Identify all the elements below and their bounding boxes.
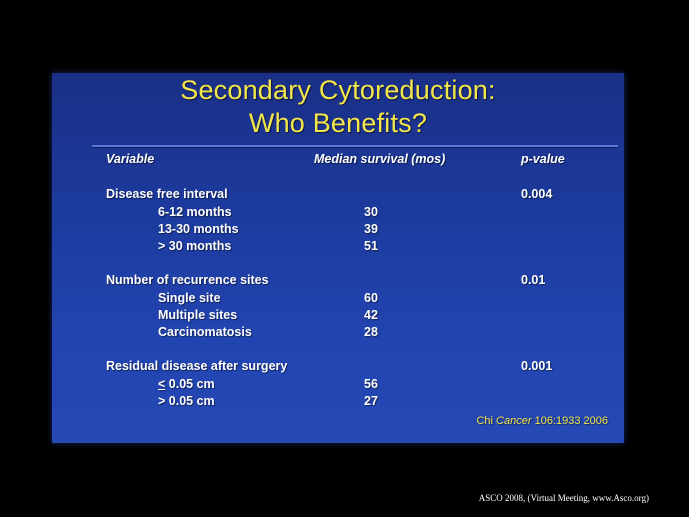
column-header-variable: Variable [106, 152, 155, 166]
group-p-value: 0.01 [521, 273, 546, 287]
citation [476, 415, 608, 427]
row-label-text: 0.05 cm [165, 377, 215, 391]
row-label [158, 376, 215, 392]
group-label-recurrence-sites: Number of recurrence sites [106, 273, 269, 287]
header-divider [92, 145, 618, 147]
row-label: Carcinomatosis [158, 325, 252, 339]
row-label: > 30 months [158, 239, 232, 253]
row-label: Multiple sites [158, 308, 238, 322]
source-footer: ASCO 2008, (Virtual Meeting, www.Asco.org) [478, 493, 649, 503]
row-median-value: 39 [364, 222, 378, 236]
row-label: 13-30 months [158, 222, 239, 236]
row-median-value: 27 [364, 394, 378, 408]
row-label: Single site [158, 291, 221, 305]
row-label: 6-12 months [158, 205, 232, 219]
less-or-equal-symbol: < [158, 377, 166, 391]
group-p-value: 0.001 [521, 359, 553, 373]
row-median-value: 42 [364, 308, 378, 322]
row-label: > 0.05 cm [158, 394, 215, 408]
row-median-value: 28 [364, 325, 378, 339]
group-label-residual-disease: Residual disease after surgery [106, 359, 288, 373]
row-median-value: 30 [364, 205, 378, 219]
citation-author: Chi [476, 415, 493, 427]
column-header-p-value: p-value [521, 152, 565, 166]
column-header-median-survival: Median survival (mos) [314, 152, 446, 166]
row-median-value: 51 [364, 239, 378, 253]
group-p-value: 0.004 [521, 187, 553, 201]
citation-reference: 106:1933 2006 [534, 415, 608, 427]
slide-title-line2: Who Benefits? [248, 108, 428, 138]
row-median-value: 60 [364, 291, 378, 305]
presentation-slide [52, 73, 624, 443]
citation-journal: Cancer [496, 415, 532, 427]
row-median-value: 56 [364, 377, 378, 391]
slide-title-line1: Secondary Cytoreduction: [180, 75, 496, 105]
group-label-disease-free-interval: Disease free interval [106, 187, 228, 201]
